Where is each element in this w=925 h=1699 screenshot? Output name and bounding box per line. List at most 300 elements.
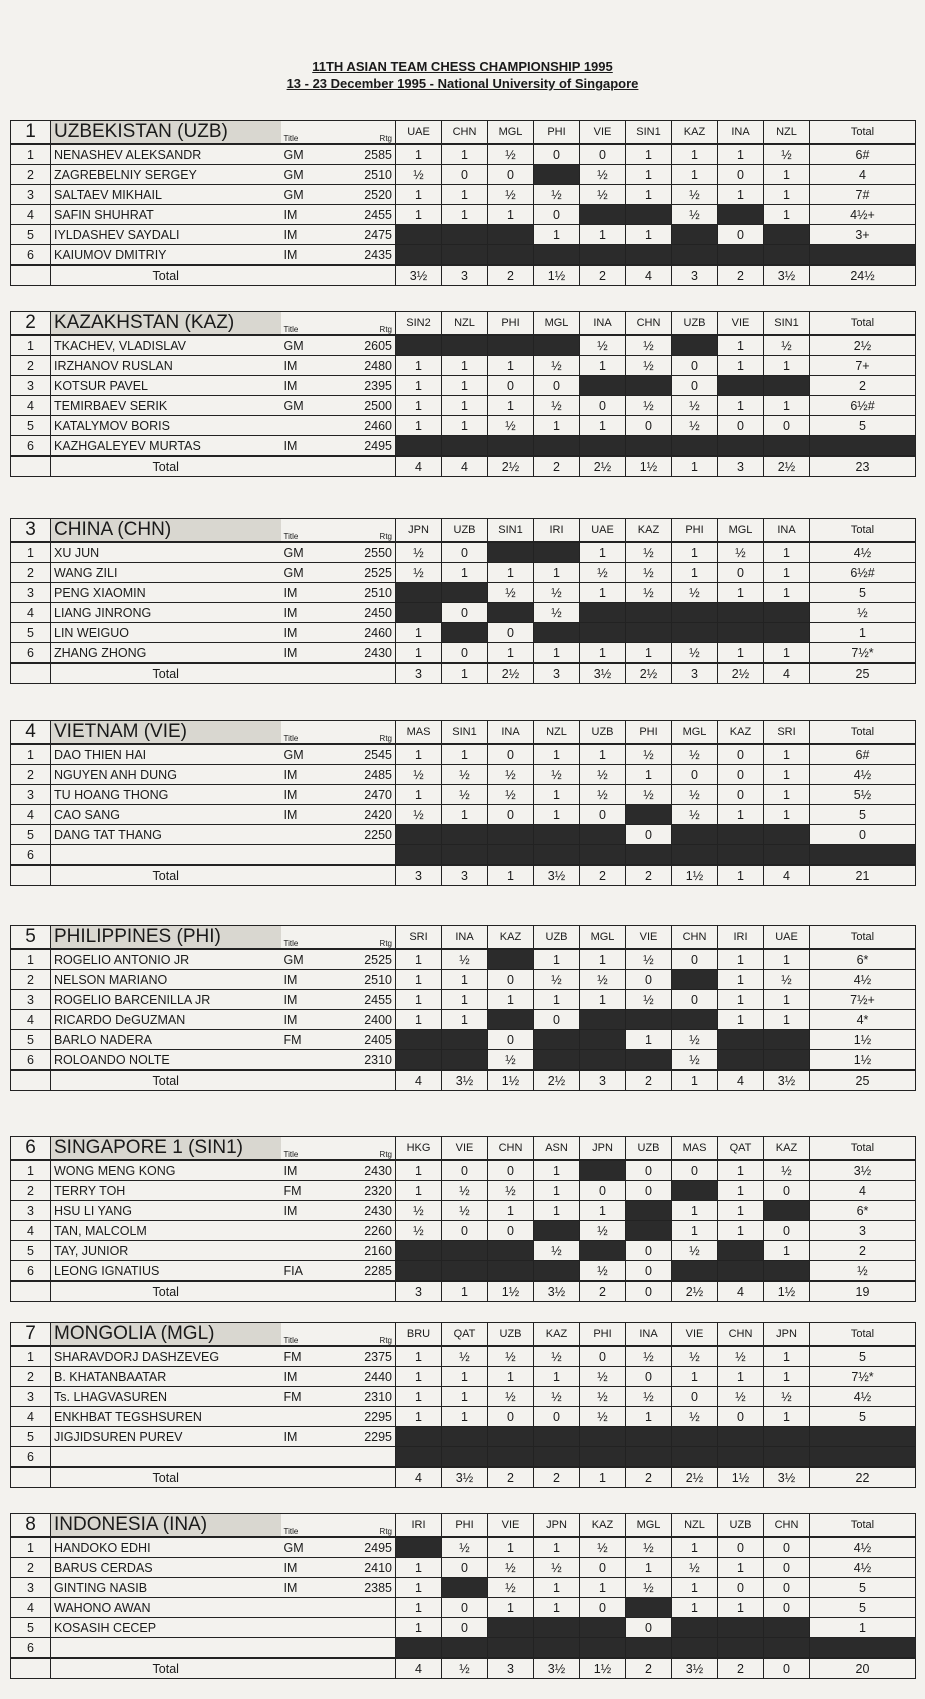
board-number: 6 [11, 1638, 51, 1659]
game-result: ½ [672, 416, 718, 436]
game-result [534, 1427, 580, 1447]
round-total: 2 [534, 1467, 580, 1488]
game-result [580, 1160, 626, 1181]
game-result [626, 205, 672, 225]
game-result: 1 [718, 990, 764, 1010]
opponent-header: IRI [396, 1514, 442, 1538]
game-result: 0 [626, 1181, 672, 1201]
game-result: 1 [442, 1367, 488, 1387]
game-result: ½ [626, 1537, 672, 1558]
board-number: 3 [11, 990, 51, 1010]
game-result: 1 [442, 144, 488, 165]
game-result: 1 [442, 1407, 488, 1427]
round-total: 2½ [626, 663, 672, 684]
game-result: 0 [442, 643, 488, 664]
game-result: 1 [626, 185, 672, 205]
game-result [488, 1638, 534, 1659]
player-row [11, 1050, 916, 1071]
player-total: 2½ [810, 335, 916, 356]
game-result: 1 [718, 970, 764, 990]
game-result [672, 825, 718, 845]
game-result: ½ [488, 1387, 534, 1407]
team-number: 1 [11, 121, 51, 145]
board-number: 2 [11, 165, 51, 185]
player-total: 2 [810, 376, 916, 396]
opponent-header: MGL [488, 121, 534, 145]
round-total: 1½ [672, 865, 718, 886]
player-name: ROLOANDO NOLTE [51, 1050, 281, 1071]
game-result: 1 [580, 949, 626, 970]
game-result: 0 [672, 990, 718, 1010]
game-result: 1 [534, 563, 580, 583]
game-result: 0 [764, 1598, 810, 1618]
game-result: 1 [764, 949, 810, 970]
opponent-header: SIN1 [626, 121, 672, 145]
rating-column-label: Rtg [341, 519, 396, 543]
round-total: 3½ [442, 1070, 488, 1091]
opponent-header: BRU [396, 1323, 442, 1347]
game-result: ½ [442, 765, 488, 785]
game-result [626, 1447, 672, 1468]
round-total: 1 [488, 865, 534, 886]
board-number: 1 [11, 1346, 51, 1367]
game-result: 0 [672, 1387, 718, 1407]
player-rating: 2510 [341, 165, 396, 185]
player-rating [341, 845, 396, 866]
game-result [396, 583, 442, 603]
opponent-header: UAE [764, 926, 810, 950]
player-name: LEONG IGNATIUS [51, 1261, 281, 1282]
player-title: FM [281, 1346, 341, 1367]
player-name: TKACHEV, VLADISLAV [51, 335, 281, 356]
player-row [11, 623, 916, 643]
player-total: 5½ [810, 785, 916, 805]
board-number: 3 [11, 1578, 51, 1598]
game-result: 0 [672, 765, 718, 785]
game-result: 0 [626, 1261, 672, 1282]
opponent-header: VIE [580, 121, 626, 145]
game-result: 0 [672, 356, 718, 376]
game-result: ½ [626, 542, 672, 563]
game-result: 1 [764, 396, 810, 416]
player-rating: 2460 [341, 416, 396, 436]
game-result: ½ [580, 970, 626, 990]
game-result: 1 [626, 643, 672, 664]
game-result: ½ [396, 1201, 442, 1221]
player-name: B. KHATANBAATAR [51, 1367, 281, 1387]
player-row [11, 1578, 916, 1598]
team-table-4 [10, 720, 915, 886]
game-result [580, 603, 626, 623]
round-total: 2½ [672, 1281, 718, 1302]
game-result: 1 [442, 563, 488, 583]
player-name: KAZHGALEYEV MURTAS [51, 436, 281, 457]
board-number: 4 [11, 396, 51, 416]
game-result: 0 [580, 144, 626, 165]
team-name: CHINA (CHN) [51, 519, 281, 543]
round-total: 1½ [488, 1281, 534, 1302]
board-number: 2 [11, 765, 51, 785]
game-result: 1 [764, 542, 810, 563]
player-name: NGUYEN ANH DUNG [51, 765, 281, 785]
player-name: TU HOANG THONG [51, 785, 281, 805]
game-result: 0 [626, 1618, 672, 1638]
game-result: 0 [672, 1160, 718, 1181]
opponent-header: UZB [718, 1514, 764, 1538]
player-row [11, 643, 916, 664]
round-total: 1½ [718, 1467, 764, 1488]
player-title: IM [281, 765, 341, 785]
game-result [396, 436, 442, 457]
game-result [396, 1638, 442, 1659]
game-result: 1 [672, 1598, 718, 1618]
game-result: 0 [626, 1367, 672, 1387]
board-number: 3 [11, 185, 51, 205]
game-result: 1 [626, 144, 672, 165]
game-result: ½ [764, 1160, 810, 1181]
player-row [11, 1558, 916, 1578]
game-result [764, 1427, 810, 1447]
player-total: 5 [810, 583, 916, 603]
opponent-header: INA [580, 312, 626, 336]
player-row [11, 542, 916, 563]
game-result: ½ [672, 1050, 718, 1071]
team-number: 2 [11, 312, 51, 336]
game-result: 0 [580, 1598, 626, 1618]
opponent-header: PHI [672, 519, 718, 543]
player-rating: 2485 [341, 765, 396, 785]
player-total: 4 [810, 165, 916, 185]
player-name: PENG XIAOMIN [51, 583, 281, 603]
player-name: IYLDASHEV SAYDALI [51, 225, 281, 245]
game-result [534, 165, 580, 185]
game-result: 1 [764, 1346, 810, 1367]
board-number: 1 [11, 542, 51, 563]
game-result: 1 [488, 990, 534, 1010]
opponent-header: IRI [718, 926, 764, 950]
game-result: 0 [534, 1407, 580, 1427]
player-name: XU JUN [51, 542, 281, 563]
game-result: ½ [580, 1387, 626, 1407]
game-result: 1 [672, 1537, 718, 1558]
game-result [672, 1447, 718, 1468]
game-result [672, 335, 718, 356]
game-result [488, 335, 534, 356]
opponent-header: JPN [580, 1137, 626, 1161]
total-label: Total [51, 456, 281, 477]
player-total: 6½# [810, 396, 916, 416]
game-result: ½ [626, 785, 672, 805]
player-rating: 2375 [341, 1346, 396, 1367]
player-name: Ts. LHAGVASUREN [51, 1387, 281, 1407]
player-total: 6# [810, 744, 916, 765]
opponent-header: MAS [672, 1137, 718, 1161]
game-result [534, 1030, 580, 1050]
game-result: ½ [488, 1558, 534, 1578]
title-column-label: Title [281, 121, 341, 145]
game-result [718, 623, 764, 643]
game-result: ½ [626, 335, 672, 356]
game-result: 1 [626, 1030, 672, 1050]
game-result: 1 [534, 1537, 580, 1558]
game-result: 1 [396, 623, 442, 643]
team-name: VIETNAM (VIE) [51, 721, 281, 745]
board-number: 5 [11, 225, 51, 245]
game-result [718, 1050, 764, 1071]
game-result: ½ [626, 563, 672, 583]
game-result [718, 436, 764, 457]
game-result [534, 845, 580, 866]
player-title: IM [281, 990, 341, 1010]
round-total: 2 [488, 265, 534, 286]
game-result: 1 [580, 744, 626, 765]
player-row [11, 1427, 916, 1447]
game-result: 1 [396, 785, 442, 805]
grand-total: 21 [810, 865, 916, 886]
game-result [442, 623, 488, 643]
game-result: 1 [626, 765, 672, 785]
total-column-label: Total [810, 926, 916, 950]
game-result: ½ [488, 1181, 534, 1201]
board-number: 3 [11, 1387, 51, 1407]
player-rating: 2410 [341, 1558, 396, 1578]
game-result: 1 [672, 542, 718, 563]
game-result [442, 583, 488, 603]
game-result: 1 [764, 205, 810, 225]
player-name: HSU LI YANG [51, 1201, 281, 1221]
game-result [442, 1241, 488, 1261]
game-result [626, 805, 672, 825]
team-table-6 [10, 1136, 915, 1302]
game-result: 1 [764, 165, 810, 185]
player-name: WANG ZILI [51, 563, 281, 583]
game-result [580, 623, 626, 643]
player-title: IM [281, 970, 341, 990]
game-result: ½ [718, 1346, 764, 1367]
game-result: 1 [764, 1407, 810, 1427]
rating-column-label: Rtg [341, 926, 396, 950]
player-name: LIANG JINRONG [51, 603, 281, 623]
game-result [442, 1638, 488, 1659]
opponent-header: PHI [442, 1514, 488, 1538]
board-number: 6 [11, 1447, 51, 1468]
rating-column-label: Rtg [341, 121, 396, 145]
game-result: 1 [580, 583, 626, 603]
player-rating: 2470 [341, 785, 396, 805]
game-result [488, 949, 534, 970]
opponent-header: HKG [396, 1137, 442, 1161]
player-name: TEMIRBAEV SERIK [51, 396, 281, 416]
game-result: 1 [396, 949, 442, 970]
player-title: IM [281, 643, 341, 664]
player-title: FIA [281, 1261, 341, 1282]
rating-column-label: Rtg [341, 1323, 396, 1347]
round-total: 1 [672, 1070, 718, 1091]
player-title [281, 1050, 341, 1071]
game-result: 0 [626, 1160, 672, 1181]
player-title: GM [281, 542, 341, 563]
player-total: 5 [810, 1598, 916, 1618]
opponent-header: PHI [488, 312, 534, 336]
opponent-header: NZL [534, 721, 580, 745]
board-number: 2 [11, 970, 51, 990]
player-total: 1½ [810, 1050, 916, 1071]
team-name: INDONESIA (INA) [51, 1514, 281, 1538]
team-number: 8 [11, 1514, 51, 1538]
player-name: SAFIN SHUHRAT [51, 205, 281, 225]
player-name: HANDOKO EDHI [51, 1537, 281, 1558]
player-total: 1 [810, 623, 916, 643]
player-total: 5 [810, 805, 916, 825]
game-result [396, 845, 442, 866]
player-name: NENASHEV ALEKSANDR [51, 144, 281, 165]
opponent-header: KAZ [764, 1137, 810, 1161]
player-row [11, 949, 916, 970]
player-title: IM [281, 1010, 341, 1030]
game-result [718, 1030, 764, 1050]
board-number: 5 [11, 1030, 51, 1050]
player-title: IM [281, 583, 341, 603]
game-result [626, 245, 672, 266]
game-result: ½ [626, 583, 672, 603]
game-result: ½ [534, 603, 580, 623]
game-result: ½ [442, 1181, 488, 1201]
game-result: 1 [672, 1578, 718, 1598]
team-total-row [11, 1658, 916, 1679]
game-result [764, 1050, 810, 1071]
round-total: 4 [396, 1658, 442, 1679]
opponent-header: PHI [534, 121, 580, 145]
board-number: 5 [11, 1427, 51, 1447]
game-result [718, 1618, 764, 1638]
game-result: 1 [442, 205, 488, 225]
player-title: IM [281, 376, 341, 396]
game-result: 1 [580, 542, 626, 563]
opponent-header: NZL [672, 1514, 718, 1538]
game-result [626, 1638, 672, 1659]
game-result [764, 245, 810, 266]
game-result: 0 [626, 1241, 672, 1261]
game-result: ½ [672, 1407, 718, 1427]
game-result: 1 [764, 805, 810, 825]
game-result: 0 [718, 225, 764, 245]
game-result [534, 542, 580, 563]
player-row [11, 785, 916, 805]
game-result: 1 [764, 990, 810, 1010]
board-number: 5 [11, 623, 51, 643]
game-result: 1 [396, 1160, 442, 1181]
player-rating: 2500 [341, 396, 396, 416]
player-total: 3 [810, 1221, 916, 1241]
game-result: 0 [488, 1030, 534, 1050]
game-result: 0 [718, 165, 764, 185]
game-result: ½ [764, 970, 810, 990]
round-total: 3½ [580, 663, 626, 684]
game-result [488, 1241, 534, 1261]
game-result: 1 [718, 1160, 764, 1181]
player-name: JIGJIDSUREN PUREV [51, 1427, 281, 1447]
board-number: 5 [11, 1241, 51, 1261]
player-title: GM [281, 563, 341, 583]
opponent-header: INA [718, 121, 764, 145]
game-result [672, 225, 718, 245]
game-result [442, 1578, 488, 1598]
game-result: 1 [442, 970, 488, 990]
game-result: 1 [718, 144, 764, 165]
game-result [488, 845, 534, 866]
game-result [626, 1050, 672, 1071]
game-result: 0 [718, 1537, 764, 1558]
board-number: 1 [11, 1537, 51, 1558]
player-title: IM [281, 623, 341, 643]
game-result: 0 [764, 1558, 810, 1578]
round-total: 3½ [534, 865, 580, 886]
game-result: ½ [626, 356, 672, 376]
opponent-header: KAZ [718, 721, 764, 745]
document-header [0, 58, 925, 92]
game-result: ½ [672, 185, 718, 205]
player-rating: 2405 [341, 1030, 396, 1050]
board-number: 6 [11, 1050, 51, 1071]
game-result: ½ [580, 563, 626, 583]
player-name: RICARDO DeGUZMAN [51, 1010, 281, 1030]
game-result: 1 [488, 1537, 534, 1558]
game-result [580, 1010, 626, 1030]
game-result [396, 825, 442, 845]
player-rating: 2295 [341, 1407, 396, 1427]
player-rating: 2250 [341, 825, 396, 845]
round-total: 3 [580, 1070, 626, 1091]
game-result [534, 1261, 580, 1282]
game-result: 1 [534, 643, 580, 664]
game-result: ½ [396, 563, 442, 583]
game-result: 0 [442, 1221, 488, 1241]
game-result: ½ [672, 785, 718, 805]
player-title: IM [281, 1558, 341, 1578]
round-total: 3½ [672, 1658, 718, 1679]
game-result: ½ [534, 1241, 580, 1261]
player-rating [341, 1447, 396, 1468]
player-total: 6½# [810, 563, 916, 583]
game-result [442, 1050, 488, 1071]
round-total: 2 [488, 1467, 534, 1488]
opponent-header: IRI [534, 519, 580, 543]
game-result: 1 [718, 949, 764, 970]
game-result: 1 [396, 1598, 442, 1618]
player-row [11, 245, 916, 266]
player-name [51, 1638, 281, 1659]
game-result [764, 1201, 810, 1221]
player-title: IM [281, 805, 341, 825]
game-result [672, 436, 718, 457]
game-result: 1 [580, 1201, 626, 1221]
game-result: 1 [672, 1201, 718, 1221]
player-total: 4* [810, 1010, 916, 1030]
game-result [534, 245, 580, 266]
game-result: 0 [488, 165, 534, 185]
game-result: 0 [718, 416, 764, 436]
game-result [626, 436, 672, 457]
game-result: 1 [534, 990, 580, 1010]
game-result: 1 [718, 643, 764, 664]
game-result: 1 [442, 396, 488, 416]
player-name: TAN, MALCOLM [51, 1221, 281, 1241]
game-result [718, 1241, 764, 1261]
opponent-header: QAT [718, 1137, 764, 1161]
player-title: IM [281, 1160, 341, 1181]
game-result: ½ [396, 805, 442, 825]
player-title: IM [281, 245, 341, 266]
